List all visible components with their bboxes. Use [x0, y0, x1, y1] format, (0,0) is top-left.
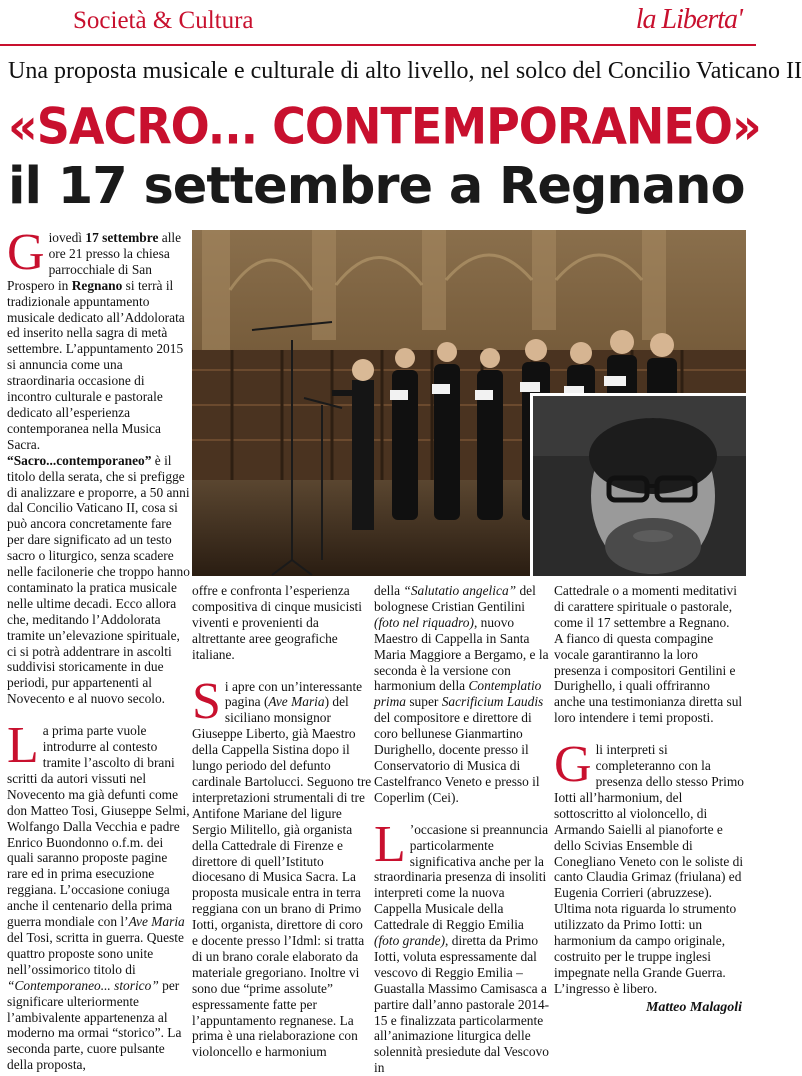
drop-cap: G [554, 736, 592, 794]
article-kicker: Una proposta musicale e culturale di alto livello, nel solco del Concilio Vaticano II [8, 58, 802, 84]
paragraph [554, 736, 744, 997]
paragraph [374, 815, 552, 1076]
text: , diretta da Primo Iotti, voluta espressamente dal vescovo di Reggio Emilia – Guastalla Massimo Camisasca a partire dall’anno pastorale 2014-15 e finalizzata particolarmente all’animazione liturgica delle solennità presiedute dal Vescovo in [374, 933, 550, 1076]
text: super [406, 694, 442, 710]
text: a prima parte vuole introdurre al contesto tramite l’ascolto di brani scritti da autori vissuti nel Novecento ma già defunti come don Matteo Tosi, Giuseppe Selmi, Wolfango Dalla Vecchia e padre Enrico Buondonno o.f.m. dei quali saranno proposte pagine rare ed in prima esecuzione reggiana. L’occasione coniuga anche il centenario della prima guerra mondiale con l’ [7, 723, 190, 930]
text: (foto nel riquadro) [374, 614, 474, 630]
text: Contemplatio prima [374, 678, 542, 710]
text: del Tosi, scritta in guerra. Queste quattro proposte sono unite nell’ossimorico titolo di [7, 929, 184, 977]
paragraph [7, 224, 190, 453]
drop-cap: G [7, 224, 45, 281]
text: del compositore e direttore di coro bellunese Gianmartino Durighello, docente presso il Conservatorio di Musica di Castelfranco Veneto e presso il Coperlim (Cei). [374, 710, 540, 805]
text: li interpreti si completeranno con la presenza dello stesso Primo Iotti all’harmonium, del sottoscritto al violoncello, di Armando Saielli al pianoforte e dello Scivias Ensemble di Conegliano Veneto con le soliste di canto Claudia Grimaz (friulana) ed Eugenia Corrieri (abruzzese). Ultima nota riguarda lo strumento utilizzato da Primo Iotti: un harmonium da campo originale, costruito per le truppe inglesi impegnate nella Grande Guerra. L’ingresso è libero. [554, 742, 744, 996]
text: è il titolo della serata, che si prefigge di analizzare e proporre, a 50 anni dal Concilio Vaticano II, cosa si può ancora concretamente fare per dare significato ad un testo sacro o liturgico, senza scadere nelle facilonerie che troppo hanno contaminato la pratica musicale nelle ultime decadi. Ecco allora che, meditando l’Addolorata tramite un’elevazione spirituale, ci si potrà addentrare in ascolti suddivisi storicamente in due periodi, pur appartenenti al Novecento e al nuovo secolo. [7, 452, 190, 707]
text: Sacrificium Laudis [441, 694, 544, 710]
text: (foto grande) [374, 933, 446, 949]
text: ’occasione si preannuncia particolarmente significativa anche per la straordinaria presenza di insoliti interpreti come la nuova Cappella Musicale della Cattedrale di Reggio Emilia [374, 821, 549, 933]
paragraph [7, 453, 190, 708]
text: iovedì [48, 230, 86, 245]
paragraph: offre e confronta l’esperienza compositiva di cinque musicisti viventi e provenienti da altrettante aree geografiche italiane. [192, 583, 362, 662]
text: 17 settembre [85, 230, 159, 245]
article-column-4 [554, 583, 744, 1003]
text: della [374, 583, 404, 598]
text: i apre con un’interessante pagina ( [224, 678, 363, 710]
paragraph [374, 583, 552, 806]
paragraph: A fianco di questa compagine vocale garantiranno la loro presenza i compositori Gentilini e Durighello, i quali offriranno anche una testimonianza diretta sul loro intendere i temi proposti. [554, 630, 743, 726]
text: “Sacro...contemporaneo” [7, 452, 152, 468]
text: si terrà il tradizionale appuntamento musicale dedicato all’Addolorata ed inserito nella sagra di metà settembre. L’appuntamento 2015 si annuncia come una straordinaria occasione di incontro culturale e pastorale dedicato all’esperienza contemporanea nella Musica Sacra. [7, 277, 185, 452]
drop-cap: L [7, 717, 39, 775]
article-column-1 [7, 224, 190, 1073]
drop-cap: L [374, 815, 406, 873]
text: Ave Maria [268, 694, 325, 710]
newspaper-logo: la Liberta' [635, 4, 742, 35]
text: ) del siciliano monsignor Giuseppe Liberto, già Maestro della Cappella Sistina dopo il lungo periodo del defunto cardinale Bartolucci. Seguono tre interpretazioni strumentali di tre Antifone Mariane del ligure Sergio Militello, già organista della Cattedrale di Firenze e direttore di quell’Istituto diocesano di Musica Sacra. La proposta musicale entra in terra reggiana con un brano di Primo Iotti, organista, direttore di coro e docente presso l’Idml: si tratta di un brano corale elaborato da materiale gregoriano. Inoltre vi sono due “prime assolute” espressamente fatte per l’appuntamento regnanese. La prima è una rielaborazione con violoncello e harmonium [192, 694, 372, 1060]
article-column-3 [374, 583, 552, 1076]
paragraph: Cattedrale o a momenti meditativi di carattere spirituale o pastorale, come il 17 settembre a Regnano. [554, 583, 737, 630]
paragraph [192, 672, 372, 1061]
text: Ave Maria [128, 914, 185, 930]
drop-cap: S [192, 672, 221, 730]
headline-black: il 17 settembre a Regnano [8, 157, 745, 216]
text: “Salutatio angelica” [403, 583, 517, 598]
author-byline: Matteo Malagoli [645, 1000, 742, 1015]
text: per significare ulteriormente l’ambivalente appartenenza al moderno ma ormai “storico”. La seconda parte, cuore pulsante della proposta, [7, 977, 182, 1073]
text: , nuovo Maestro di Cappella in Santa Maria Maggiore a Bergamo, e la seconda è la versione con harmonium della [374, 614, 549, 694]
article-column-2 [192, 583, 372, 1060]
header-rule [0, 44, 756, 46]
section-title: Società & Cultura [73, 7, 254, 34]
portrait-photo [530, 393, 746, 576]
text: del bolognese Cristian Gentilini [374, 583, 536, 614]
text: Regnano [71, 277, 123, 293]
headline-red: «SACRO... CONTEMPORANEO» [8, 97, 761, 156]
text: “Contemporaneo... storico” [7, 977, 159, 993]
paragraph [7, 717, 190, 1073]
text: alle ore 21 presso la chiesa parrocchiale di San Prospero in [7, 230, 182, 293]
